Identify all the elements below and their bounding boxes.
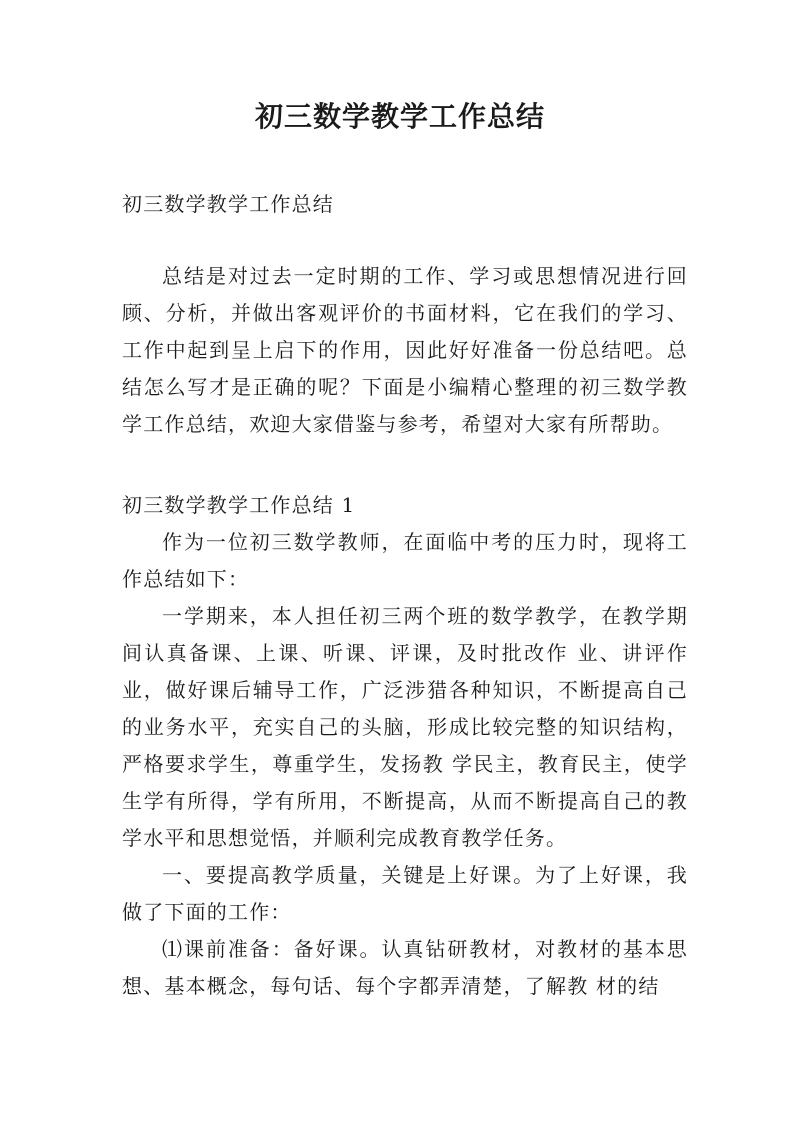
body-paragraph: ⑴课前准备：备好课。认真钻研教材，对教材的基本思想、基本概念，每句话、每个字都弄清楚，了解教 材的结 — [122, 937, 688, 998]
intro-paragraph: 总结是对过去一定时期的工作、学习或思想情况进行回顾、分析，并做出客观评价的书面材料，它在我们的学习、工作中起到呈上启下的作用，因此好好准备一份总结吧。总结怎么写才是正确的呢？下面是小编精心整理的初三数学教学工作总结，欢迎大家借鉴与参考，希望对大家有所帮助。 — [122, 264, 688, 436]
body-paragraph: 一、要提高教学质量，关键是上好课。为了上好课，我做了下面的工作： — [122, 863, 688, 924]
body-paragraph: 一学期来，本人担任初三两个班的数学教学，在教学期间认真备课、上课、听课、评课，及时批改作 业、讲评作业，做好课后辅导工作，广泛涉猎各种知识，不断提高自己的业务水平，充实自己的头脑，形成比较完整的知识结构，严格要求学生，尊重学生，发扬教 学民主，教育民主，使学生学有所得，学有所用，不断提高，从而不断提高自己的教学水平和思想觉悟，并顺利完成教育教学任务。 — [122, 604, 688, 850]
intro-block — [122, 258, 688, 443]
document-title: 初三数学教学工作总结 — [254, 100, 545, 133]
document-subtitle: 初三数学教学工作总结 — [122, 192, 334, 216]
body-block — [122, 524, 688, 1005]
body-paragraph: 作为一位初三数学教师，在面临中考的压力时，现将工作总结如下： — [122, 530, 688, 591]
section-heading: 初三数学教学工作总结 1 — [122, 493, 356, 517]
